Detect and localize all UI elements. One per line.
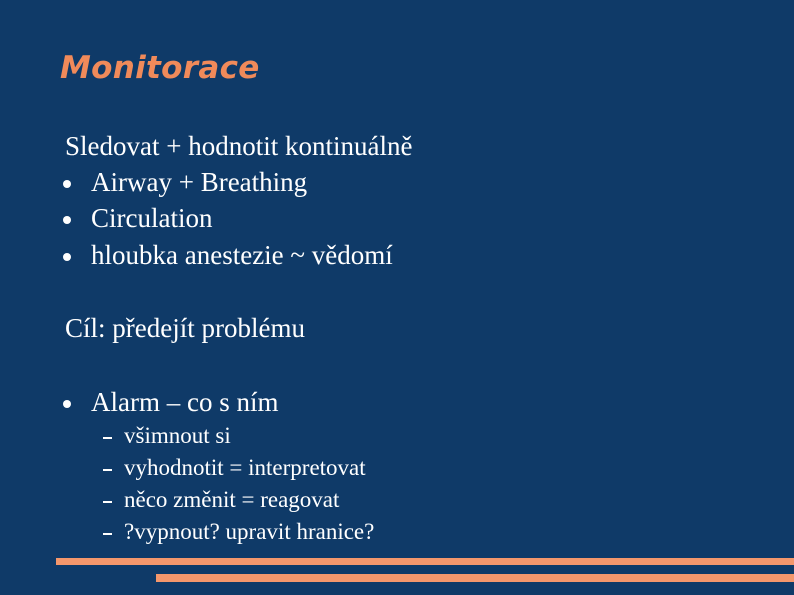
dash-icon <box>103 501 112 503</box>
bullet-item: Airway + Breathing <box>91 167 308 197</box>
dash-icon <box>103 469 112 471</box>
bullet-dot-icon <box>63 400 71 408</box>
goal-text: Cíl: předejít problému <box>65 313 305 343</box>
dash-icon <box>103 437 112 439</box>
bullet-dot-icon <box>63 216 71 224</box>
accent-rule-bottom <box>156 574 794 582</box>
alarm-item: Alarm – co s ním <box>91 387 279 417</box>
slide-title: Monitorace <box>60 50 260 86</box>
bullet-item: hloubka anestezie ~ vědomí <box>91 240 393 270</box>
sub-item: vyhodnotit = interpretovat <box>124 455 366 480</box>
sub-item: něco změnit = reagovat <box>124 487 340 512</box>
dash-icon <box>103 533 112 535</box>
bullet-dot-icon <box>63 253 71 261</box>
bullet-dot-icon <box>63 180 71 188</box>
accent-rule-top <box>56 558 794 565</box>
intro-text: Sledovat + hodnotit kontinuálně <box>65 131 413 161</box>
sub-item: všimnout si <box>124 423 231 448</box>
sub-item: ?vypnout? upravit hranice? <box>124 519 375 544</box>
bullet-item: Circulation <box>91 203 213 233</box>
